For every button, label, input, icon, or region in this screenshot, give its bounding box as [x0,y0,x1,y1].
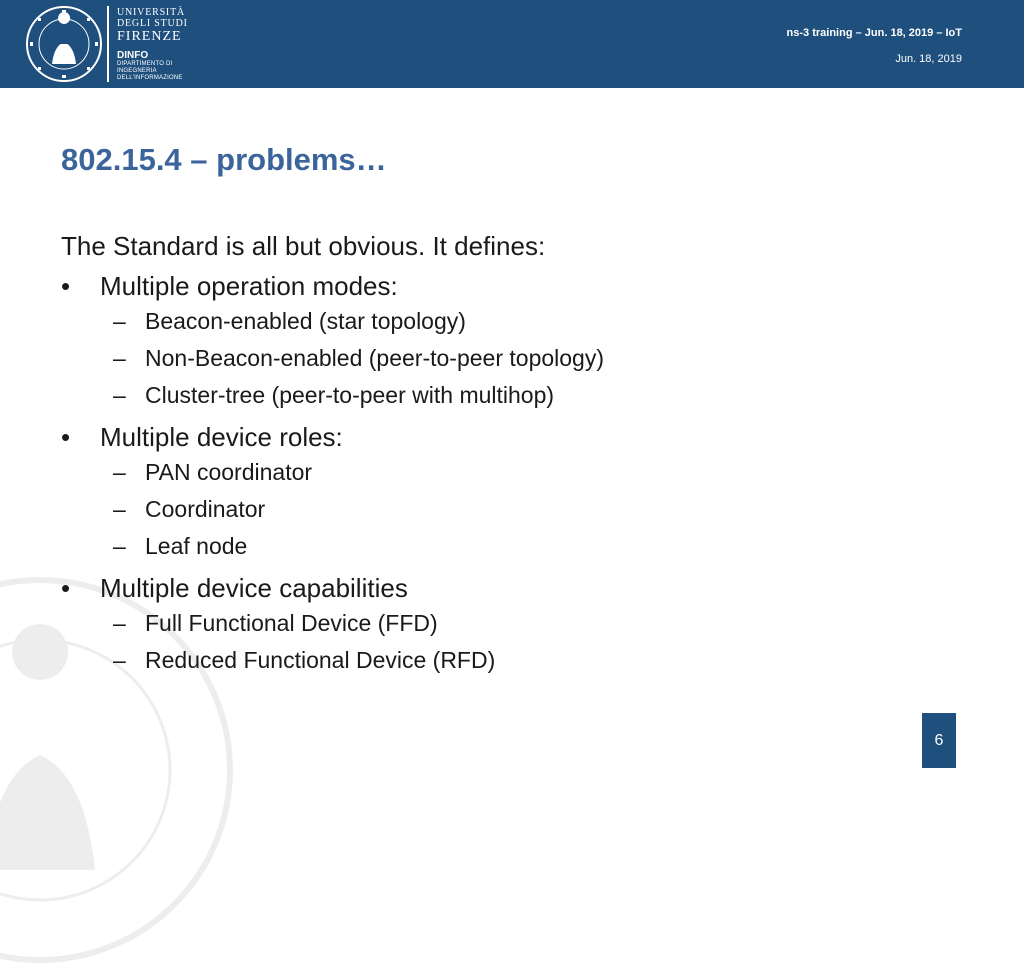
sub-bullet-item [61,304,961,341]
slide-body [61,230,961,680]
dash-icon: – [113,308,126,334]
bullet-icon: • [61,573,71,603]
sub-bullet-item [61,455,961,492]
sub-bullet-item-text: Leaf node [145,533,248,559]
bullet-item-text: Multiple device roles: [100,422,343,452]
dash-icon: – [113,345,126,371]
sub-bullet-item [61,606,961,643]
bullet-item-text: Multiple operation modes: [100,271,398,301]
university-name-line-1: UNIVERSITÀ [117,7,185,18]
header-bar [0,0,1024,88]
sub-bullet-item-text: Reduced Functional Device (RFD) [145,647,496,673]
sub-bullet-item-text: Coordinator [145,496,266,522]
sub-bullet-item [61,378,961,415]
slide-title: 802.15.4 – problems… [61,142,387,177]
department-code: DINFO [117,50,149,61]
sub-bullet-item-text: Beacon-enabled (star topology) [145,308,466,334]
sub-bullet-item [61,643,961,680]
bullet-item [61,566,961,606]
bullet-icon: • [61,422,71,452]
bullet-item-text: Multiple device capabilities [100,573,408,603]
dash-icon: – [113,533,126,559]
university-seal-icon [24,4,104,84]
logo-divider [107,6,109,82]
department-name-line-1: DIPARTIMENTO DI [117,61,173,67]
sub-bullet-item-text: Non-Beacon-enabled (peer-to-peer topology) [145,345,605,371]
university-name-line-2: DEGLI STUDI [117,18,188,29]
page-number-badge [922,713,956,768]
bullet-item [61,415,961,455]
department-name-line-2: INGEGNERIA [117,68,157,74]
dash-icon: – [113,610,126,636]
sub-bullet-item-text: PAN coordinator [145,459,313,485]
bullet-icon: • [61,271,71,301]
department-name-line-3: DELL'INFORMAZIONE [117,75,183,81]
header-info [787,27,962,65]
talk-title: ns-3 training – Jun. 18, 2019 – IoT [786,27,962,39]
university-name-line-3: FIRENZE [117,29,182,44]
dash-icon: – [113,459,126,485]
university-logo-text [117,7,188,82]
sub-bullet-item [61,341,961,378]
sub-bullet-item-text: Full Functional Device (FFD) [145,610,438,636]
page-number: 6 [934,732,944,749]
dash-icon: – [113,647,126,673]
dash-icon: – [113,496,126,522]
sub-bullet-item [61,529,961,566]
dash-icon: – [113,382,126,408]
intro-text: The Standard is all but obvious. It defines: [61,231,546,261]
talk-date: Jun. 18, 2019 [895,53,962,65]
sub-bullet-item [61,492,961,529]
bullet-item [61,264,961,304]
sub-bullet-item-text: Cluster-tree (peer-to-peer with multihop) [145,382,555,408]
